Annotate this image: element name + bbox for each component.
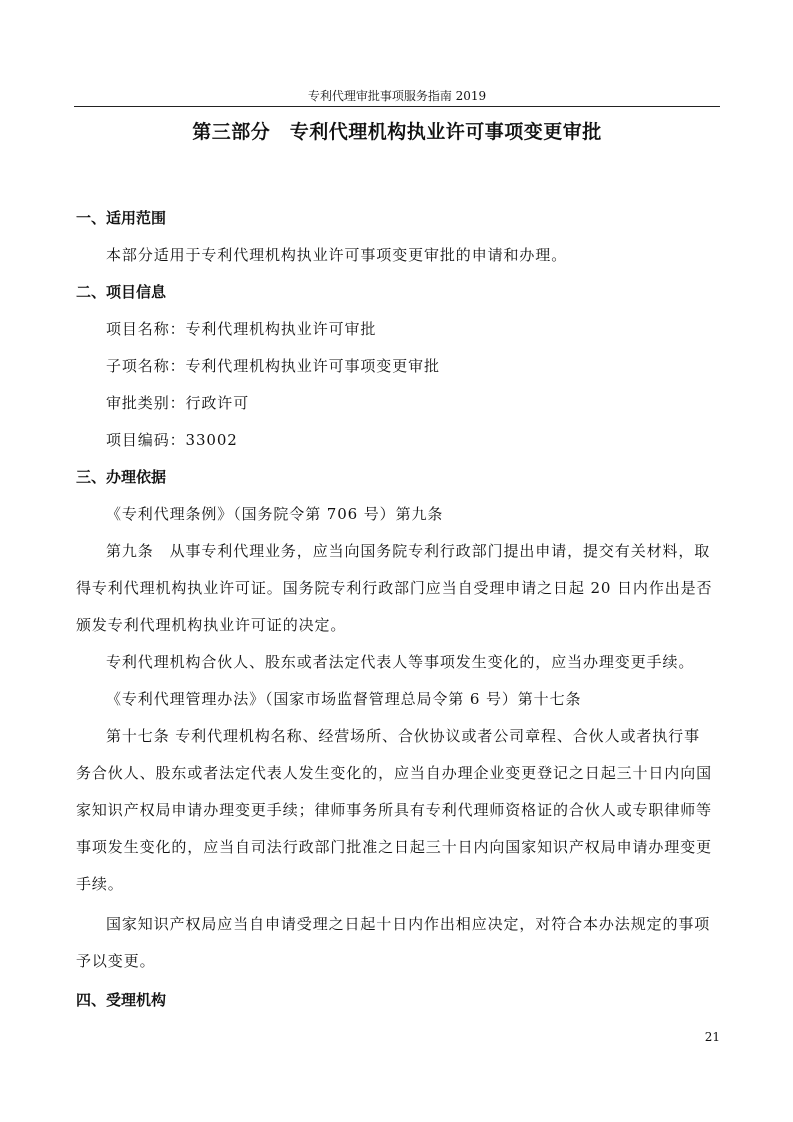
heading-scope: 一、适用范围 — [76, 209, 167, 227]
running-header: 专利代理审批事项服务指南 2019 — [307, 89, 487, 103]
paragraph-line: 第九条 从事专利代理业务，应当向国务院专利行政部门提出申请，提交有关材料，取 — [106, 542, 711, 560]
paragraph-line: 第十七条 专利代理机构名称、经营场所、合伙协议或者公司章程、合伙人或者执行事 — [106, 727, 700, 745]
heading-legal-basis: 三、办理依据 — [76, 468, 167, 486]
heading-project-info: 二、项目信息 — [76, 283, 167, 301]
project-name: 项目名称：专利代理机构执业许可审批 — [106, 320, 377, 338]
paragraph-line: 专利代理机构合伙人、股东或者法定代表人等事项发生变化的，应当办理变更手续。 — [106, 653, 695, 671]
project-code: 项目编码：33002 — [106, 431, 238, 449]
approval-category: 审批类别：行政许可 — [106, 394, 250, 412]
section-title: 第三部分 专利代理机构执业许可事项变更审批 — [192, 121, 602, 143]
paragraph-line: 务合伙人、股东或者法定代表人发生变化的，应当自办理企业变更登记之日起三十日内向国 — [76, 764, 713, 782]
paragraph-line: 得专利代理机构执业许可证。国务院专利行政部门应当自受理申请之日起 20 日内作出是否 — [76, 579, 713, 597]
paragraph-line: 本部分适用于专利代理机构执业许可事项变更审批的申请和办理。 — [106, 246, 568, 264]
paragraph-line: 国家知识产权局应当自申请受理之日起十日内作出相应决定，对符合本办法规定的事项 — [106, 915, 711, 933]
paragraph-line: 颁发专利代理机构执业许可证的决定。 — [76, 616, 347, 634]
paragraph-line: 家知识产权局申请办理变更手续；律师事务所具有专利代理师资格证的合伙人或专职律师等 — [76, 801, 713, 819]
paragraph-line: 予以变更。 — [76, 952, 156, 970]
heading-accepting-agency: 四、受理机构 — [76, 991, 167, 1009]
page-number: 21 — [704, 1030, 720, 1044]
header-divider — [74, 106, 720, 107]
subitem-name: 子项名称：专利代理机构执业许可事项变更审批 — [106, 357, 440, 375]
regulation-citation: 《专利代理条例》（国务院令第 706 号）第九条 — [106, 505, 444, 523]
paragraph-line: 事项发生变化的，应当自司法行政部门批准之日起三十日内向国家知识产权局申请办理变更 — [76, 838, 713, 856]
paragraph-line: 手续。 — [76, 875, 124, 893]
regulation-citation: 《专利代理管理办法》（国家市场监督管理总局令第 6 号）第十七条 — [106, 690, 582, 708]
